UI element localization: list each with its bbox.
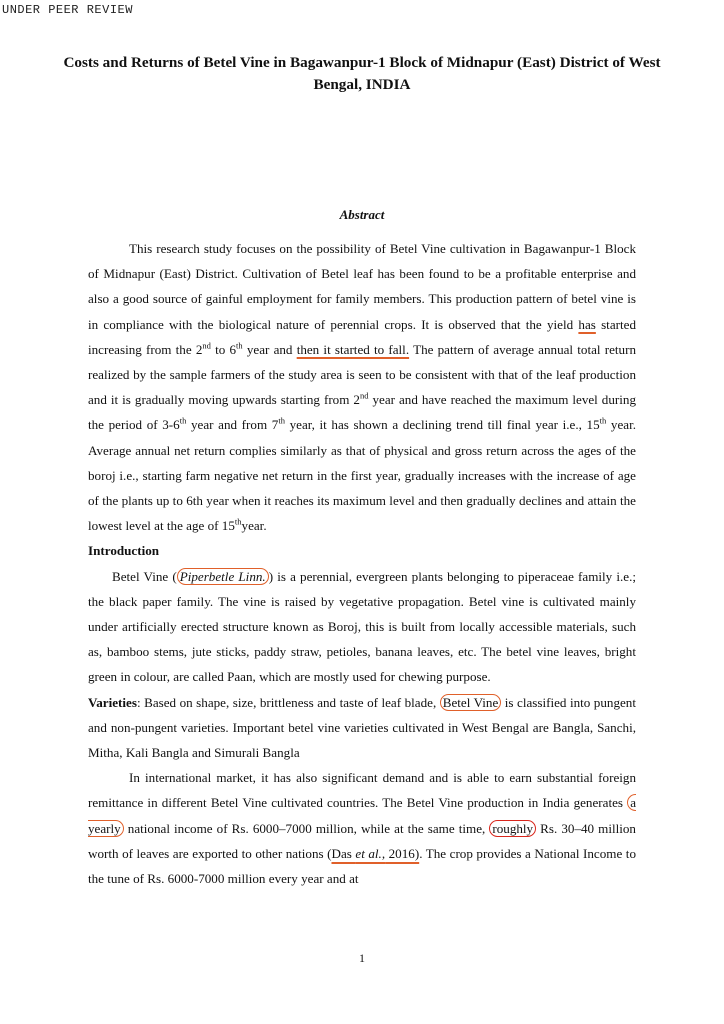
abstract-text-7: year and from 7 bbox=[186, 417, 279, 433]
abstract-text-1: This research study focuses on the possibility of Betel Vine cultivation in Bagawanpur-1 Block of Midnapur (East) District. Cultivation of Betel leaf has been found to be a profitable enterprise and also a good source of gainful employment for family members. This production pattern of betel vine is in compliance with the biological nature of perennial crops. It is observed that the yield bbox=[88, 241, 636, 332]
varieties-text-1: : Based on shape, size, brittleness and taste of leaf blade, bbox=[136, 694, 440, 710]
market-text-3: Rs. 30–40 million worth of leaves are exported to other nations ( bbox=[88, 820, 636, 861]
superscript: nd bbox=[202, 340, 211, 351]
superscript: th bbox=[234, 516, 242, 527]
citation-das-2016 bbox=[331, 846, 419, 861]
varieties-text-2: is classified into pungent and non-pungent varieties. Important betel vine varieties cultivated in West Bengal are Bangla, Sanchi, Mitha, Kali Bangla and Simurali Bangla bbox=[88, 694, 636, 761]
varieties-paragraph bbox=[88, 690, 636, 766]
abstract-text-4: year and bbox=[242, 341, 297, 357]
market-text-2: national income of Rs. 6000–7000 million, while at the same time, bbox=[123, 820, 490, 836]
page-number: 1 bbox=[359, 951, 365, 965]
superscript: th bbox=[599, 416, 607, 427]
annotation-underline-has: has bbox=[578, 316, 596, 332]
superscript: nd bbox=[359, 390, 369, 401]
abstract-text-8: year, it has shown a declining trend till final year i.e., 15 bbox=[284, 417, 600, 433]
introduction-paragraph bbox=[88, 564, 636, 690]
annotation-circle-betel-vine: Betel Vine bbox=[440, 694, 502, 711]
market-text-1: In international market, it has also significant demand and is able to earn substantial foreign remittance in different Betel Vine cultivated countries. The Betel Vine production in India generates bbox=[88, 770, 636, 811]
abstract-paragraph bbox=[88, 236, 636, 538]
abstract-text-9: year. Average annual net return complies similarly as that of physical and gross return across the ages of the boroj i.e., starting farm negative net return in the first year, gradually increases with the increase of age of the plants up to 6th year when it reaches its maximum level and then gradually declines and attain the lowest level at the age of 15 bbox=[88, 417, 636, 534]
citation-year: 2016) bbox=[385, 845, 420, 861]
citation-et-al: et al., bbox=[355, 845, 386, 861]
varieties-label: Varieties bbox=[88, 694, 137, 710]
intro-text-2: ) is a perennial, evergreen plants belonging to piperaceae family i.e.; the black paper family. The vine is raised by vegetative propagation. Betel vine is cultivated mainly under artificially erected structure known as Boroj, this is built from locally accessible materials, such as, bamboo stems, jute sticks, paddy straw, petioles, banana leaves, etc. The betel vine leaves, bright green in colour, are called Paan, which are mostly used for chewing purpose. bbox=[88, 568, 636, 685]
annotation-circle-scientific-name: Piperbetle Linn. bbox=[177, 568, 269, 585]
paper-body bbox=[88, 236, 636, 891]
annotation-circle-roughly: roughly bbox=[489, 820, 536, 837]
peer-review-watermark: UNDER PEER REVIEW bbox=[2, 3, 133, 17]
introduction-heading: Introduction bbox=[88, 543, 160, 559]
abstract-text-3: to 6 bbox=[210, 341, 237, 357]
superscript: th bbox=[236, 340, 243, 351]
superscript: th bbox=[179, 416, 187, 427]
intro-text-1: Betel Vine ( bbox=[112, 568, 177, 584]
abstract-text-2: started increasing from the 2 bbox=[88, 316, 636, 357]
abstract-heading: Abstract bbox=[339, 207, 385, 222]
annotation-underline-fall: then it started to fall. bbox=[296, 341, 410, 357]
superscript: th bbox=[278, 416, 285, 427]
paper-title: Costs and Returns of Betel Vine in Bagawanpur-1 Block of Midnapur (East) District of West Bengal, INDIA bbox=[63, 54, 661, 93]
annotation-circle-a-yearly: a yearly bbox=[88, 795, 636, 836]
market-paragraph bbox=[88, 765, 636, 891]
citation-author: Das bbox=[331, 845, 356, 861]
abstract-text-6: year and have reached the maximum level during the period of 3-6 bbox=[88, 392, 636, 433]
abstract-text-5: The pattern of average annual total return realized by the sample farmers of the study area is seen to be consistent with that of the leaf production and it is gradually moving upwards starting from 2 bbox=[88, 341, 637, 408]
abstract-text-10: year. bbox=[241, 518, 267, 534]
market-text-4: . The crop provides a National Income to the tune of Rs. 6000-7000 million every year and at bbox=[88, 845, 636, 887]
